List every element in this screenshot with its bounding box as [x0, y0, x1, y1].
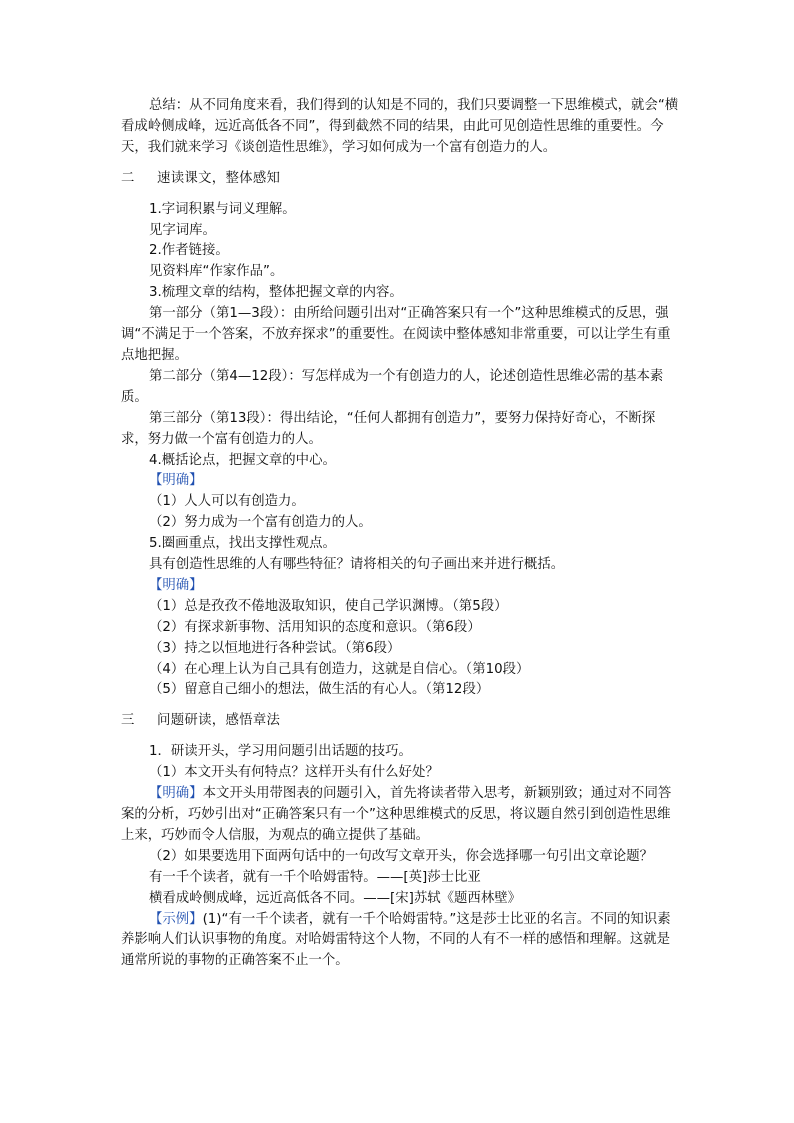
s2-item-5: 5.圈画重点，找出支撑性观点。 — [149, 536, 336, 552]
thesis-point-1: （1）人人可以有创造力。 — [149, 494, 305, 510]
section-2-heading — [121, 169, 681, 190]
s2-item-3: 3.梳理文章的结构，整体把握文章的内容。 — [149, 285, 403, 301]
section-3-number: 三 — [121, 713, 135, 729]
clarify-label: 【明确】 — [149, 473, 203, 489]
structure-part-2: 第二部分（第4—12段）：写怎样成为一个有创造力的人，论述创造性思维必需的基本素质。 — [121, 368, 664, 405]
thesis-point-2: （2）努力成为一个富有创造力的人。 — [149, 515, 372, 531]
quote-sushi: 横看成岭侧成峰，远近高低各不同。——[宋]苏轼《题西林壁》 — [149, 890, 521, 906]
s2-item-2: 2.作者链接。 — [149, 243, 229, 259]
example-label: 【示例】 — [149, 911, 203, 927]
structure-part-1: 第一部分（第1—3段）：由所给问题引出对“正确答案只有一个”这种思维模式的反思，强调“不满足于一个答案，不放弃探求”的重要性。在阅读中整体感知非常重要，可以让学生有重点地把握。 — [121, 306, 671, 363]
clarify-tag-1 — [121, 471, 681, 492]
trait-item: （5）留意自己细小的想法，做生活的有心人。（第12段） — [149, 682, 490, 698]
s3-answer-1-text: 本文开头用带图表的问题引入，首先将读者带入思考，新颖别致；通过对不同答案的分析，巧妙引出对“正确答案只有一个”这种思维模式的反思，将议题自然引到创造性思维上来，巧妙而令人信服，为观点的确立提供了基础。 — [121, 786, 672, 843]
intro-summary: 总结：从不同角度来看，我们得到的认知是不同的，我们只要调整一下思维模式，就会“横看成岭侧成峰，远近高低各不同”，得到截然不同的结果，由此可见创造性思维的重要性。今天，我们就来学习《谈创造性思维》，学习如何成为一个富有创造力的人。 — [121, 98, 679, 155]
quote-shakespeare: 有一千个读者，就有一千个哈姆雷特。——[英]莎士比亚 — [149, 869, 481, 885]
document-body — [121, 96, 681, 972]
trait-item: （1）总是孜孜不倦地汲取知识，使自己学识渊博。（第5段） — [149, 598, 508, 614]
section-3-heading — [121, 711, 681, 732]
s3-example — [121, 910, 681, 973]
s3-question-2: （2）如果要选用下面两句话中的一句改写文章开头，你会选择哪一句引出文章论题？ — [149, 848, 653, 864]
s2-item-4: 4.概括论点，把握文章的中心。 — [149, 452, 336, 468]
s2-item-2-note: 见资料库“作家作品”。 — [149, 264, 284, 280]
structure-part-3: 第三部分（第13段）：得出结论，“任何人都拥有创造力”，要努力保持好奇心，不断探求，努力做一个富有创造力的人。 — [121, 410, 656, 447]
s2-question: 具有创造性思维的人有哪些特征？请将相关的句子画出来并进行概括。 — [149, 557, 565, 573]
s2-item-1-note: 见字词库。 — [149, 222, 216, 238]
section-2-number: 二 — [121, 170, 135, 186]
trait-item: （4）在心理上认为自己具有创造力，这就是自信心。（第10段） — [149, 661, 530, 677]
clarify-label: 【明确】 — [149, 577, 203, 593]
s3-example-text: (1)“有一千个读者，就有一千个哈姆雷特。”这是莎士比亚的名言。不同的知识素养影响人们认识事物的角度。对哈姆雷特这个人物，不同的人有不一样的感悟和理解。这就是通常所说的事物的正确答案不止一个。 — [121, 911, 671, 969]
clarify-tag-2 — [121, 576, 681, 597]
s3-answer-1 — [121, 784, 681, 847]
s2-item-1: 1.字词积累与词义理解。 — [149, 201, 296, 217]
s3-item-1: 1．研读开头，学习用问题引出话题的技巧。 — [149, 744, 412, 760]
s3-question-1: （1）本文开头有何特点？这样开头有什么好处？ — [149, 765, 439, 781]
trait-item: （2）有探求新事物、活用知识的态度和意识。（第6段） — [149, 619, 481, 635]
trait-item: （3）持之以恒地进行各种尝试。（第6段） — [149, 640, 401, 656]
section-2-title: 速读课文，整体感知 — [157, 170, 281, 186]
clarify-label: 【明确】 — [149, 786, 203, 802]
section-3-title: 问题研读，感悟章法 — [157, 713, 281, 729]
